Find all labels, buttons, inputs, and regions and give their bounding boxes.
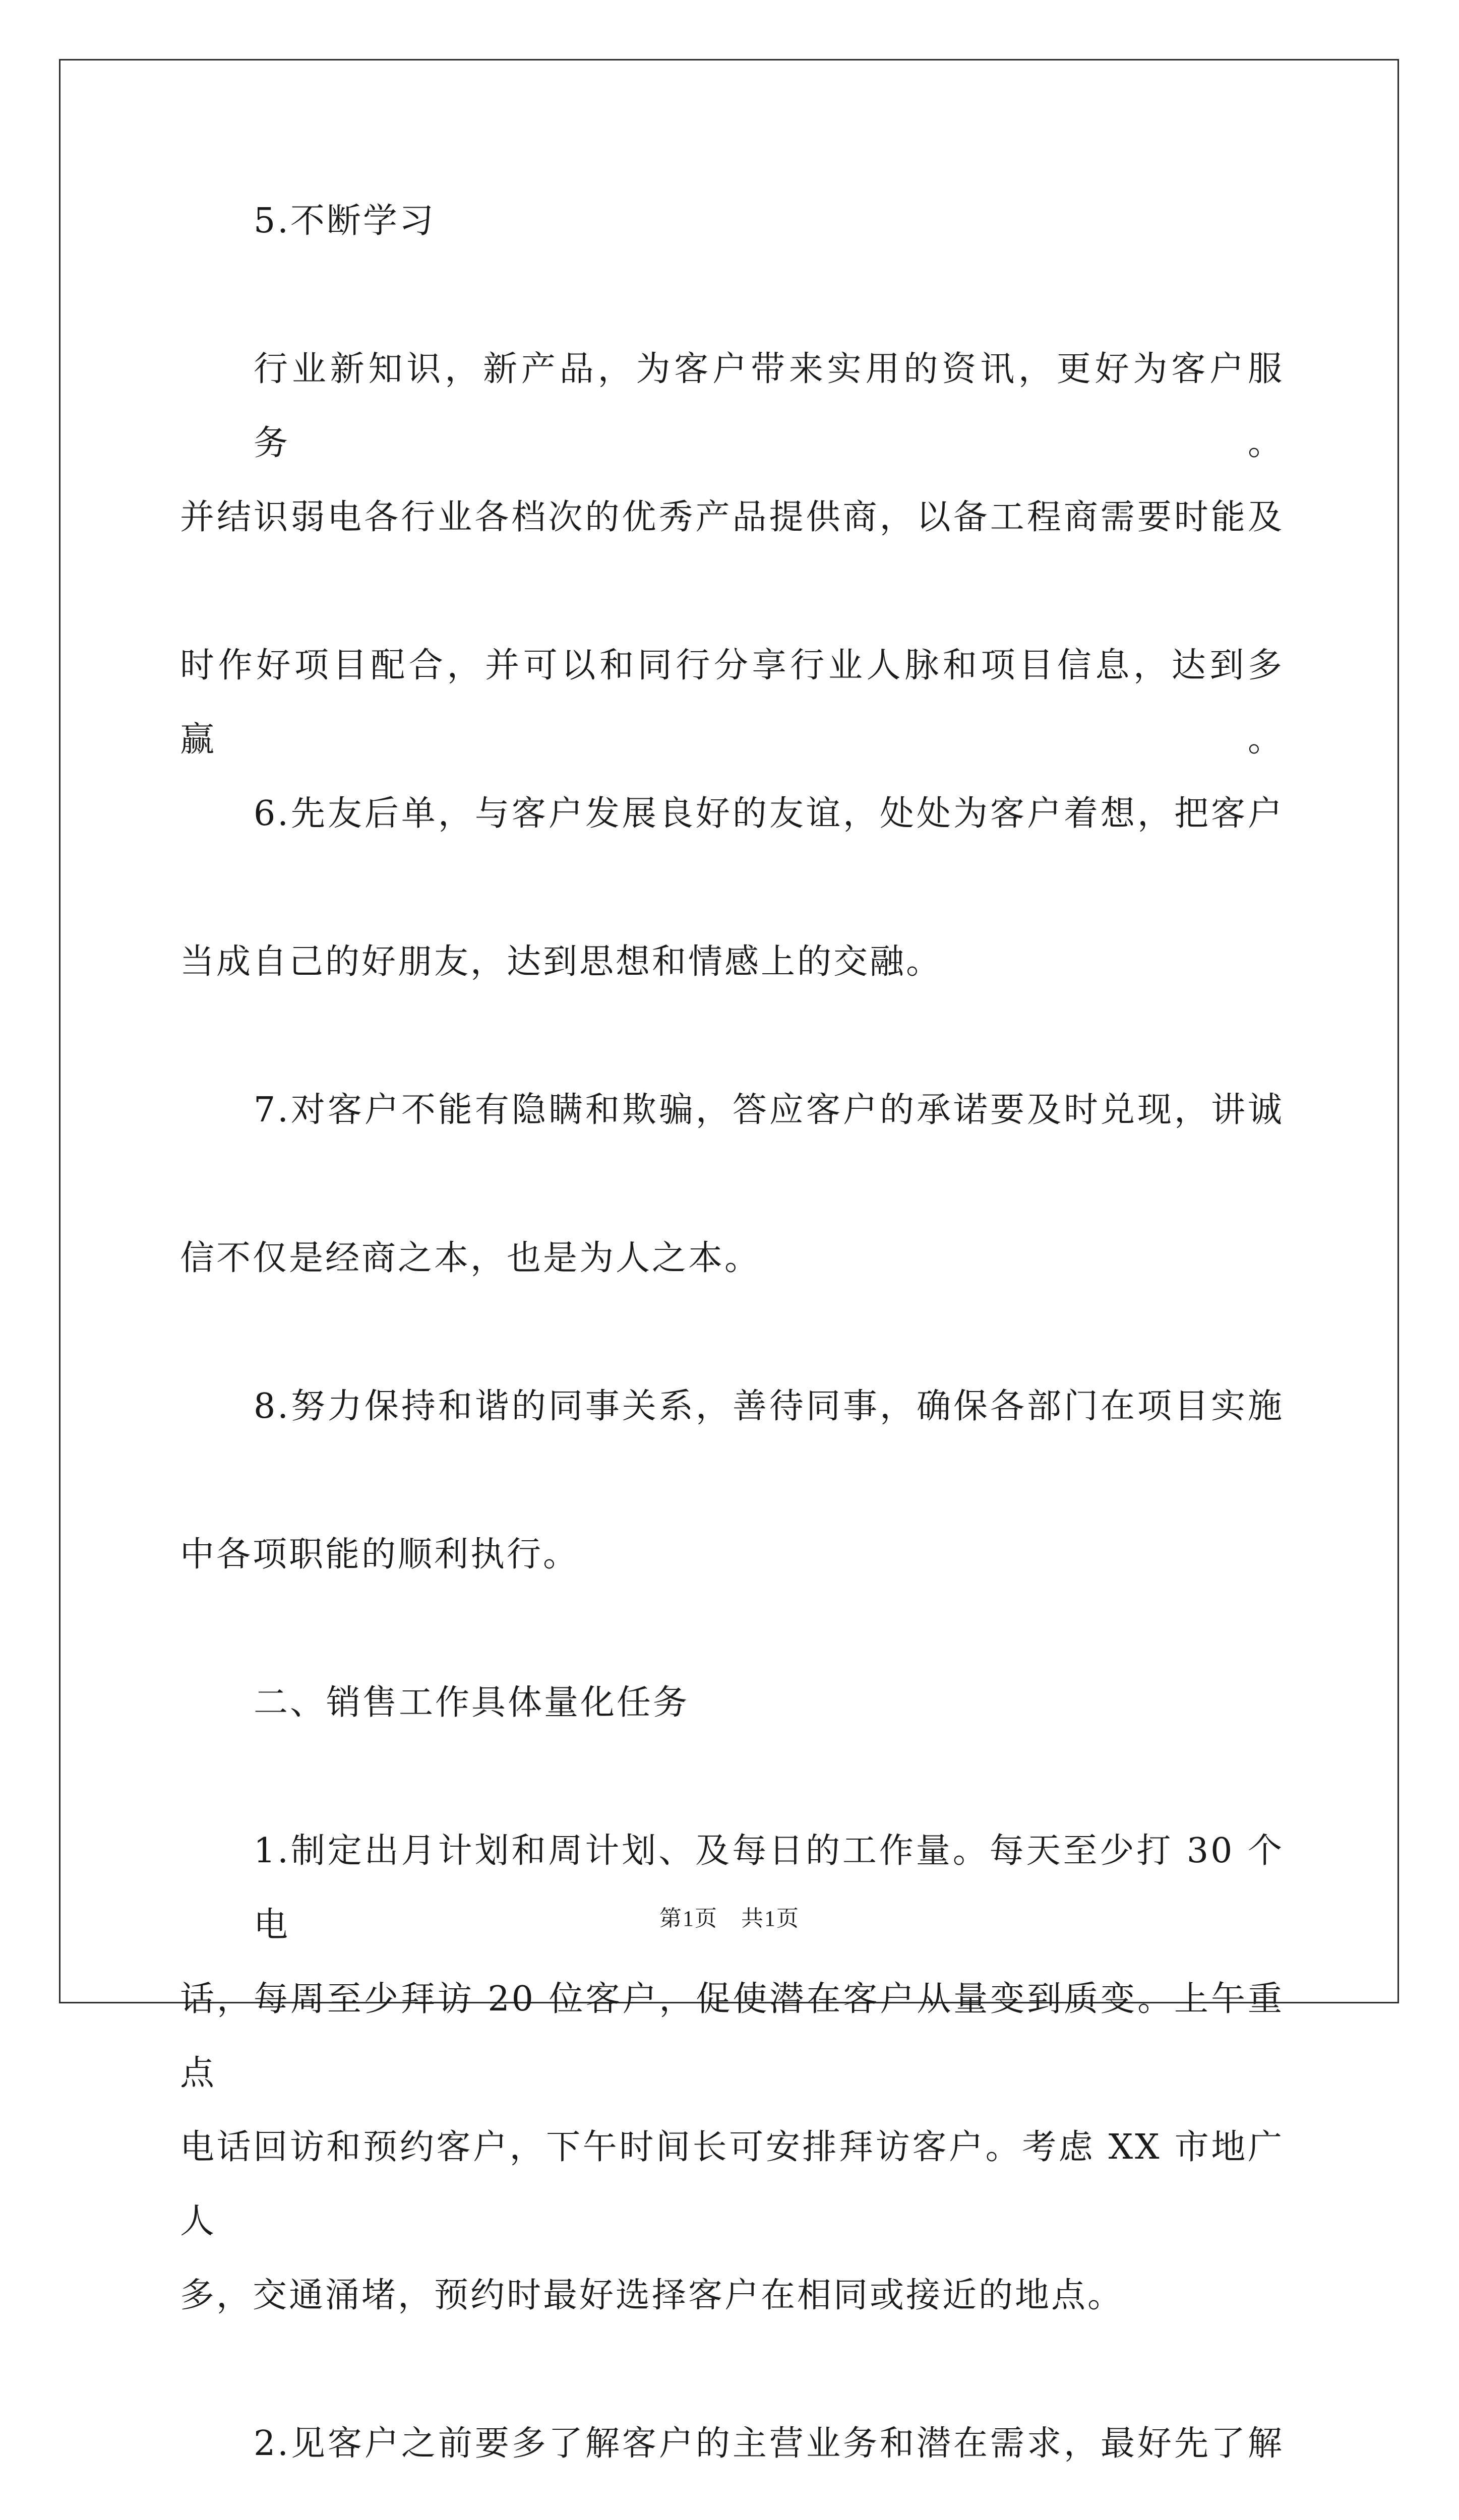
paragraph-line: 当成自己的好朋友，达到思想和情感上的交融。 [180, 942, 943, 982]
paragraph-line: 5.不断学习 [254, 201, 436, 241]
paragraph-line: 中各项职能的顺利执行。 [180, 1535, 580, 1574]
paragraph-line: 时作好项目配合，并可以和同行分享行业人脉和项目信息，达到多赢。 [180, 646, 1284, 760]
paragraph-line: 行业新知识，新产品，为客户带来实用的资讯，更好为客户服务。 [254, 349, 1284, 463]
paragraph-line: 8.努力保持和谐的同事关系，善待同事，确保各部门在项目实施 [254, 1387, 1284, 1426]
paragraph-line: 多，交通涌堵，预约时最好选择客户在相同或接近的地点。 [180, 2276, 1124, 2315]
section-heading: 二、销售工作具体量化任务 [254, 1683, 690, 1723]
document-body [180, 184, 1284, 2520]
paragraph-line: 1.制定出月计划和周计划、及每日的工作量。每天至少打 30 个电 [254, 1831, 1284, 1945]
paragraph-line: 电话回访和预约客户，下午时间长可安排拜访客户。考虑 XX 市地广人 [180, 2127, 1284, 2241]
page-number-footer: 第1页 共1页 [659, 1906, 800, 1931]
paragraph-line: 7.对客户不能有隐瞒和欺骗，答应客户的承诺要及时兑现，讲诚 [254, 1090, 1284, 1130]
paragraph-line: 话，每周至少拜访 20 位客户，促使潜在客户从量变到质变。上午重点 [180, 1979, 1284, 2093]
paragraph-line: 并结识弱电各行业各档次的优秀产品提供商，以备工程商需要时能及 [180, 497, 1284, 537]
paragraph-line: 信不仅是经商之本，也是为人之本。 [180, 1238, 761, 1278]
paragraph-line: 2.见客户之前要多了解客户的主营业务和潜在需求，最好先了解 [254, 2424, 1284, 2464]
paragraph-line: 6.先友后单，与客户发展良好的友谊，处处为客户着想，把客户 [254, 794, 1284, 834]
